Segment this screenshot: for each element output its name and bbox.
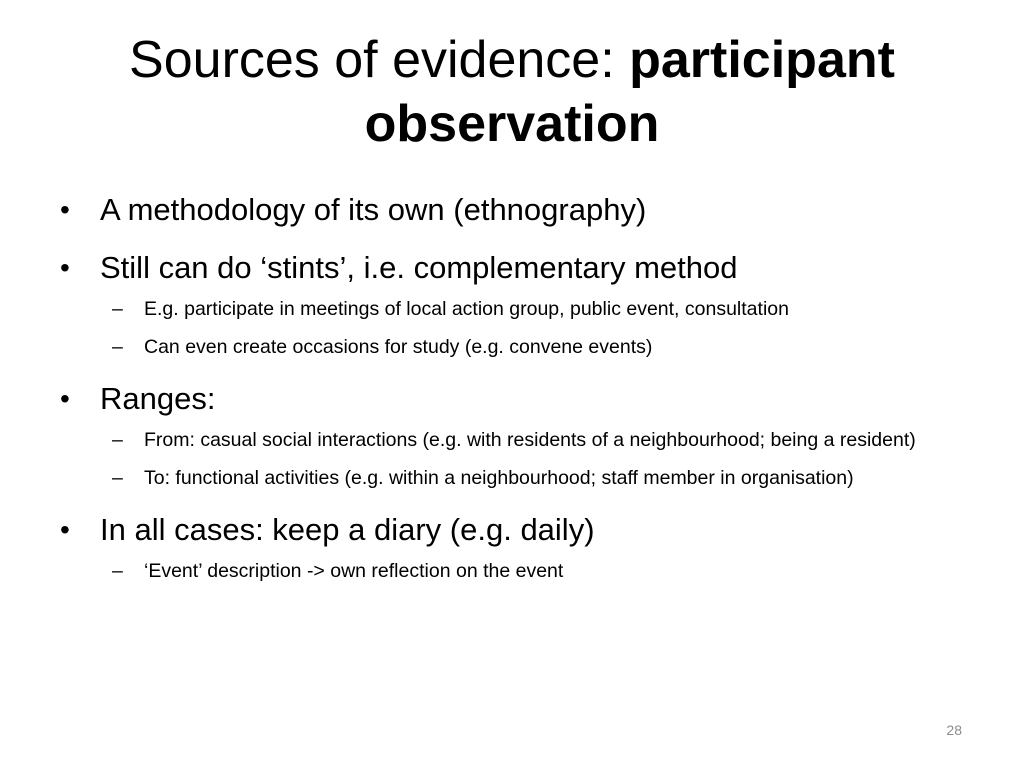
bullet-icon: • [60,252,70,283]
bullet-text: In all cases: keep a diary (e.g. daily) [100,512,595,547]
bullet-item-methodology [58,188,978,232]
sub-list [100,294,978,363]
bullet-icon: • [60,514,70,545]
page-number: 28 [946,722,962,738]
sub-item [100,463,978,494]
sub-item [100,332,978,363]
title-bold-text-1: participant [629,31,895,89]
sub-list [100,425,978,494]
sub-list [100,556,978,587]
bullet-item-ranges [58,377,978,494]
sub-item-text: To: functional activities (e.g. within a neighbourhood; staff member in organisation) [144,467,854,489]
sub-item [100,425,978,456]
sub-item-text: ‘Event’ description -> own reflection on the event [144,560,564,582]
dash-icon: – [112,560,123,582]
sub-item [100,294,978,325]
bullet-item-diary [58,508,978,587]
title-bold-text-2: observation [364,95,660,153]
dash-icon: – [112,429,123,451]
slide-title [60,28,964,156]
bullet-icon: • [60,383,70,414]
dash-icon: – [112,467,123,489]
dash-icon: – [112,298,123,320]
title-regular-text: Sources of evidence: [129,31,630,89]
bullet-text: Still can do ‘stints’, i.e. complementary method [100,250,738,285]
sub-item [100,556,978,587]
sub-item-text: From: casual social interactions (e.g. with residents of a neighbourhood; being a resident) [144,429,916,451]
bullet-text: Ranges: [100,381,216,416]
bullet-icon: • [60,194,70,225]
bullet-item-stints [58,246,978,363]
sub-item-text: Can even create occasions for study (e.g. convene events) [144,336,653,358]
dash-icon: – [112,336,123,358]
bullet-list [58,188,978,587]
slide-content [58,188,978,601]
bullet-text: A methodology of its own (ethnography) [100,192,647,227]
sub-item-text: E.g. participate in meetings of local action group, public event, consultation [144,298,789,320]
